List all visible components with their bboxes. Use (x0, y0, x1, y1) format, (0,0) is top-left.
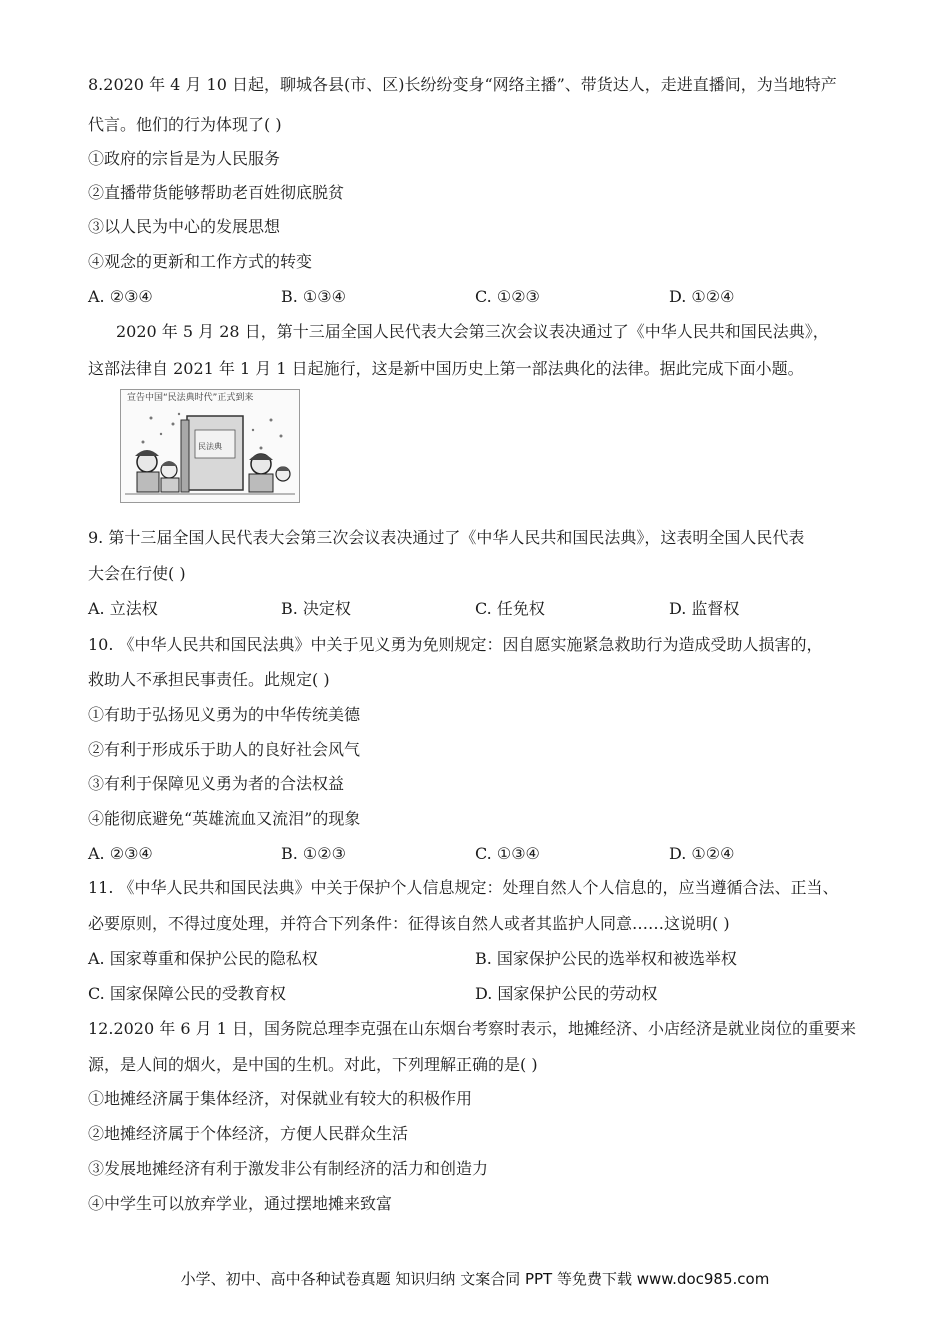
q11-stem-line2: 必要原则，不得过度处理，并符合下列条件：征得该自然人或者其监护人同意……这说明( ) (88, 914, 730, 933)
q8-option-b: B. ①③④ (281, 287, 346, 306)
q8-stem-line2: 代言。他们的行为体现了( ) (88, 115, 282, 134)
q8-stem-line1: 8.2020 年 4 月 10 日起，聊城各县(市、区)长纷纷变身“网络主播”、带货达人，走进直播间，为当地特产 (88, 75, 837, 94)
q9-option-d: D. 监督权 (669, 599, 740, 618)
q12-item-1: ①地摊经济属于集体经济，对保就业有较大的积极作用 (88, 1089, 473, 1108)
page-footer: 小学、初中、高中各种试卷真题 知识归纳 文案合同 PPT 等免费下载 www.doc985.com (180, 1270, 770, 1288)
q10-option-d: D. ①②④ (669, 844, 735, 863)
q10-item-4: ④能彻底避免“英雄流血又流泪”的现象 (88, 809, 361, 828)
civil-code-illustration (120, 389, 300, 503)
q9-stem-line1: 9. 第十三届全国人民代表大会第三次会议表决通过了《中华人民共和国民法典》，这表明全国人民代表 (88, 528, 805, 547)
q8-option-a: A. ②③④ (88, 287, 153, 306)
q10-option-b: B. ①②③ (281, 844, 346, 863)
q12-item-4: ④中学生可以放弃学业，通过摆地摊来致富 (88, 1194, 393, 1213)
q11-option-c: C. 国家保障公民的受教育权 (88, 984, 286, 1003)
q12-item-2: ②地摊经济属于个体经济，方便人民群众生活 (88, 1124, 409, 1143)
intro-line1: 2020 年 5 月 28 日，第十三届全国人民代表大会第三次会议表决通过了《中华人民共和国民法典》， (116, 322, 829, 341)
q9-stem-line2: 大会在行使( ) (88, 564, 186, 583)
q12-stem-line1: 12.2020 年 6 月 1 日，国务院总理李克强在山东烟台考察时表示，地摊经济、小店经济是就业岗位的重要来 (88, 1019, 856, 1038)
q10-stem-line2: 救助人不承担民事责任。此规定( ) (88, 670, 330, 689)
q8-item-2: ②直播带货能够帮助老百姓彻底脱贫 (88, 183, 345, 202)
q10-item-2: ②有利于形成乐于助人的良好社会风气 (88, 740, 361, 759)
q10-stem-line1: 10. 《中华人民共和国民法典》中关于见义勇为免则规定：因自愿实施紧急救助行为造成受助人损害的， (88, 635, 823, 654)
q10-option-c: C. ①③④ (475, 844, 540, 863)
q10-item-1: ①有助于弘扬见义勇为的中华传统美德 (88, 705, 361, 724)
q9-option-b: B. 决定权 (281, 599, 351, 618)
q10-option-a: A. ②③④ (88, 844, 153, 863)
q11-option-d: D. 国家保护公民的劳动权 (475, 984, 658, 1003)
intro-line2: 这部法律自 2021 年 1 月 1 日起施行，这是新中国历史上第一部法典化的法律。据此完成下面小题。 (88, 359, 804, 378)
q8-item-4: ④观念的更新和工作方式的转变 (88, 252, 313, 271)
q11-stem-line1: 11. 《中华人民共和国民法典》中关于保护个人信息规定：处理自然人个人信息的，应当遵循合法、正当、 (88, 878, 839, 897)
q12-stem-line2: 源，是人间的烟火，是中国的生机。对此，下列理解正确的是( ) (88, 1055, 538, 1074)
q11-option-a: A. 国家尊重和保护公民的隐私权 (88, 949, 318, 968)
q8-option-d: D. ①②④ (669, 287, 735, 306)
illustration-caption: 宣告中国“民法典时代”正式到来 (127, 393, 254, 403)
q12-item-3: ③发展地摊经济有利于激发非公有制经济的活力和创造力 (88, 1159, 489, 1178)
q11-option-b: B. 国家保护公民的选举权和被选举权 (475, 949, 737, 968)
q9-option-a: A. 立法权 (88, 599, 158, 618)
q10-item-3: ③有利于保障见义勇为者的合法权益 (88, 774, 345, 793)
q8-item-3: ③以人民为中心的发展思想 (88, 217, 281, 236)
q8-item-1: ①政府的宗旨是为人民服务 (88, 149, 281, 168)
illustration-book-title: 民法典 (198, 442, 222, 451)
q9-option-c: C. 任免权 (475, 599, 545, 618)
q8-option-c: C. ①②③ (475, 287, 540, 306)
